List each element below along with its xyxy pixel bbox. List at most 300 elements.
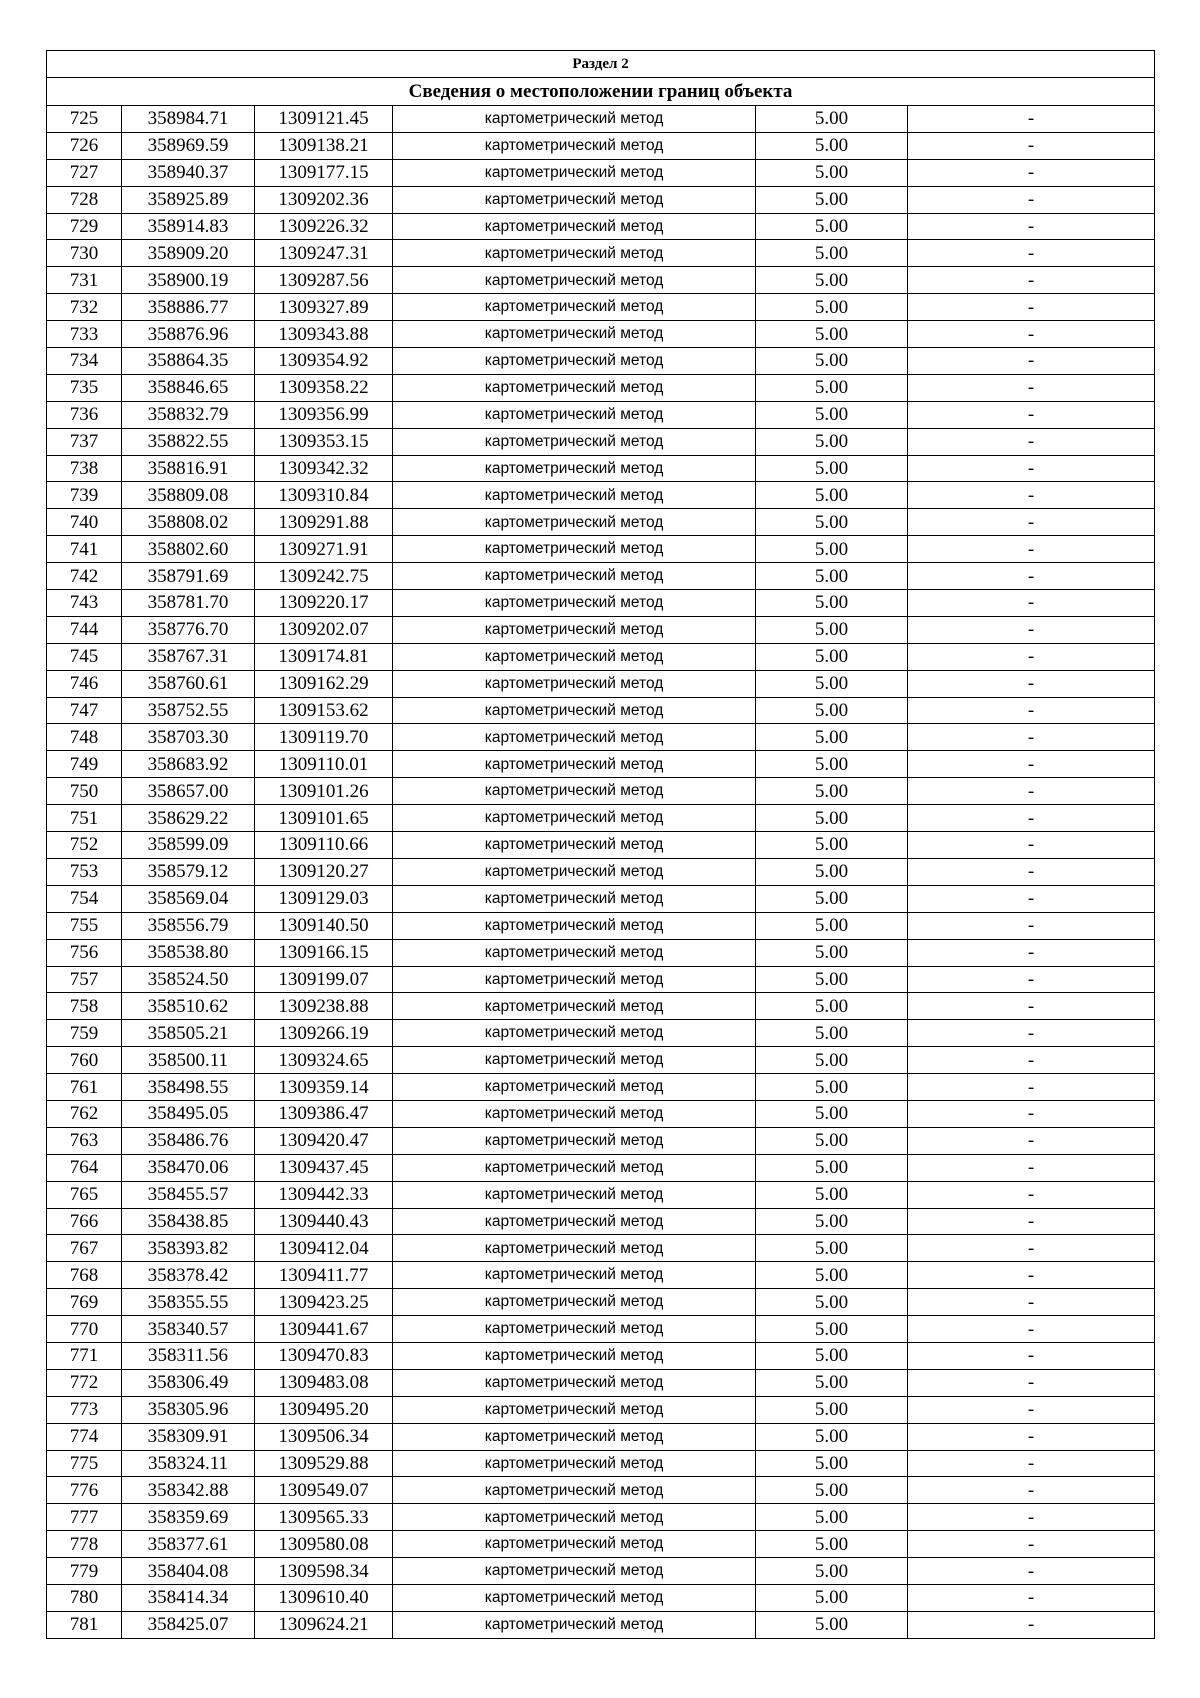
coordinate-y-cell: 1309442.33	[255, 1181, 393, 1208]
table-row	[47, 106, 1155, 133]
coordinate-x-cell: 358505.21	[122, 1020, 255, 1047]
method-cell: картометрический метод	[393, 132, 756, 159]
coordinate-y-cell: 1309624.21	[255, 1611, 393, 1638]
coordinate-y-cell: 1309420.47	[255, 1127, 393, 1154]
method-cell: картометрический метод	[393, 321, 756, 348]
accuracy-cell: 5.00	[756, 805, 908, 832]
point-number-cell: 770	[47, 1316, 122, 1343]
accuracy-cell: 5.00	[756, 159, 908, 186]
coordinate-x-cell: 358940.37	[122, 159, 255, 186]
coordinate-x-cell: 358822.55	[122, 428, 255, 455]
point-number-cell: 775	[47, 1450, 122, 1477]
note-cell: -	[908, 1289, 1155, 1316]
method-cell: картометрический метод	[393, 267, 756, 294]
note-cell: -	[908, 321, 1155, 348]
method-cell: картометрический метод	[393, 778, 756, 805]
coordinate-x-cell: 358425.07	[122, 1611, 255, 1638]
accuracy-cell: 5.00	[756, 751, 908, 778]
note-cell: -	[908, 428, 1155, 455]
method-cell: картометрический метод	[393, 1611, 756, 1638]
point-number-cell: 745	[47, 643, 122, 670]
point-number-cell: 742	[47, 563, 122, 590]
accuracy-cell: 5.00	[756, 1450, 908, 1477]
table-row	[47, 1289, 1155, 1316]
coordinate-x-cell: 358846.65	[122, 374, 255, 401]
accuracy-cell: 5.00	[756, 240, 908, 267]
coordinate-y-cell: 1309174.81	[255, 643, 393, 670]
coordinate-y-cell: 1309202.36	[255, 186, 393, 213]
coordinate-x-cell: 358791.69	[122, 563, 255, 590]
method-cell: картометрический метод	[393, 1477, 756, 1504]
accuracy-cell: 5.00	[756, 321, 908, 348]
point-number-cell: 777	[47, 1504, 122, 1531]
coordinate-x-cell: 358498.55	[122, 1074, 255, 1101]
accuracy-cell: 5.00	[756, 1423, 908, 1450]
note-cell: -	[908, 374, 1155, 401]
coordinate-y-cell: 1309140.50	[255, 912, 393, 939]
coordinate-x-cell: 358414.34	[122, 1584, 255, 1611]
accuracy-cell: 5.00	[756, 1235, 908, 1262]
accuracy-cell: 5.00	[756, 267, 908, 294]
method-cell: картометрический метод	[393, 240, 756, 267]
coordinate-x-cell: 358864.35	[122, 348, 255, 375]
accuracy-cell: 5.00	[756, 401, 908, 428]
note-cell: -	[908, 1584, 1155, 1611]
method-cell: картометрический метод	[393, 1450, 756, 1477]
coordinate-y-cell: 1309343.88	[255, 321, 393, 348]
accuracy-cell: 5.00	[756, 643, 908, 670]
method-cell: картометрический метод	[393, 213, 756, 240]
accuracy-cell: 5.00	[756, 966, 908, 993]
point-number-cell: 727	[47, 159, 122, 186]
coordinate-x-cell: 358340.57	[122, 1316, 255, 1343]
point-number-cell: 743	[47, 590, 122, 617]
point-number-cell: 776	[47, 1477, 122, 1504]
coordinate-y-cell: 1309166.15	[255, 939, 393, 966]
method-cell: картометрический метод	[393, 993, 756, 1020]
point-number-cell: 761	[47, 1074, 122, 1101]
note-cell: -	[908, 590, 1155, 617]
coordinate-x-cell: 358556.79	[122, 912, 255, 939]
accuracy-cell: 5.00	[756, 1074, 908, 1101]
method-cell: картометрический метод	[393, 106, 756, 133]
note-cell: -	[908, 697, 1155, 724]
point-number-cell: 781	[47, 1611, 122, 1638]
coordinate-y-cell: 1309412.04	[255, 1235, 393, 1262]
table-row	[47, 805, 1155, 832]
accuracy-cell: 5.00	[756, 1611, 908, 1638]
table-row	[47, 1396, 1155, 1423]
coordinate-x-cell: 358683.92	[122, 751, 255, 778]
note-cell: -	[908, 1369, 1155, 1396]
coordinate-y-cell: 1309529.88	[255, 1450, 393, 1477]
table-row	[47, 1127, 1155, 1154]
table-row	[47, 401, 1155, 428]
method-cell: картометрический метод	[393, 832, 756, 859]
method-cell: картометрический метод	[393, 1316, 756, 1343]
coordinate-y-cell: 1309110.01	[255, 751, 393, 778]
coordinate-x-cell: 358355.55	[122, 1289, 255, 1316]
table-row	[47, 1369, 1155, 1396]
coordinate-x-cell: 358359.69	[122, 1504, 255, 1531]
accuracy-cell: 5.00	[756, 563, 908, 590]
method-cell: картометрический метод	[393, 590, 756, 617]
method-cell: картометрический метод	[393, 428, 756, 455]
table-row	[47, 885, 1155, 912]
coordinate-y-cell: 1309358.22	[255, 374, 393, 401]
point-number-cell: 725	[47, 106, 122, 133]
accuracy-cell: 5.00	[756, 1396, 908, 1423]
table-row	[47, 159, 1155, 186]
note-cell: -	[908, 670, 1155, 697]
table-row	[47, 590, 1155, 617]
note-cell: -	[908, 482, 1155, 509]
accuracy-cell: 5.00	[756, 1289, 908, 1316]
table-row	[47, 294, 1155, 321]
coordinate-y-cell: 1309353.15	[255, 428, 393, 455]
accuracy-cell: 5.00	[756, 509, 908, 536]
table-row	[47, 509, 1155, 536]
accuracy-cell: 5.00	[756, 590, 908, 617]
coordinate-y-cell: 1309138.21	[255, 132, 393, 159]
note-cell: -	[908, 1181, 1155, 1208]
accuracy-cell: 5.00	[756, 885, 908, 912]
method-cell: картометрический метод	[393, 1074, 756, 1101]
table-row	[47, 1316, 1155, 1343]
accuracy-cell: 5.00	[756, 616, 908, 643]
note-cell: -	[908, 724, 1155, 751]
method-cell: картометрический метод	[393, 1504, 756, 1531]
note-cell: -	[908, 1396, 1155, 1423]
coordinate-y-cell: 1309549.07	[255, 1477, 393, 1504]
method-cell: картометрический метод	[393, 1369, 756, 1396]
coordinate-y-cell: 1309247.31	[255, 240, 393, 267]
note-cell: -	[908, 1262, 1155, 1289]
table-row	[47, 348, 1155, 375]
point-number-cell: 769	[47, 1289, 122, 1316]
coordinate-y-cell: 1309324.65	[255, 1047, 393, 1074]
coordinate-x-cell: 358832.79	[122, 401, 255, 428]
accuracy-cell: 5.00	[756, 1208, 908, 1235]
point-number-cell: 741	[47, 536, 122, 563]
boundary-table	[46, 50, 1155, 1639]
method-cell: картометрический метод	[393, 697, 756, 724]
coordinate-y-cell: 1309440.43	[255, 1208, 393, 1235]
note-cell: -	[908, 240, 1155, 267]
coordinate-y-cell: 1309120.27	[255, 858, 393, 885]
point-number-cell: 736	[47, 401, 122, 428]
accuracy-cell: 5.00	[756, 993, 908, 1020]
coordinate-y-cell: 1309506.34	[255, 1423, 393, 1450]
coordinate-y-cell: 1309226.32	[255, 213, 393, 240]
method-cell: картометрический метод	[393, 1020, 756, 1047]
coordinate-y-cell: 1309271.91	[255, 536, 393, 563]
note-cell: -	[908, 643, 1155, 670]
coordinate-y-cell: 1309238.88	[255, 993, 393, 1020]
coordinate-x-cell: 358886.77	[122, 294, 255, 321]
coordinate-x-cell: 358809.08	[122, 482, 255, 509]
note-cell: -	[908, 751, 1155, 778]
accuracy-cell: 5.00	[756, 348, 908, 375]
table-row	[47, 536, 1155, 563]
point-number-cell: 748	[47, 724, 122, 751]
table-row	[47, 966, 1155, 993]
table-row	[47, 616, 1155, 643]
table-row	[47, 482, 1155, 509]
accuracy-cell: 5.00	[756, 1262, 908, 1289]
note-cell: -	[908, 1208, 1155, 1235]
coordinate-y-cell: 1309565.33	[255, 1504, 393, 1531]
point-number-cell: 731	[47, 267, 122, 294]
table-row	[47, 1235, 1155, 1262]
accuracy-cell: 5.00	[756, 724, 908, 751]
coordinate-x-cell: 358802.60	[122, 536, 255, 563]
coordinate-x-cell: 358767.31	[122, 643, 255, 670]
point-number-cell: 746	[47, 670, 122, 697]
point-number-cell: 730	[47, 240, 122, 267]
coordinate-x-cell: 358495.05	[122, 1100, 255, 1127]
note-cell: -	[908, 858, 1155, 885]
note-cell: -	[908, 616, 1155, 643]
note-cell: -	[908, 805, 1155, 832]
method-cell: картометрический метод	[393, 885, 756, 912]
coordinate-y-cell: 1309310.84	[255, 482, 393, 509]
point-number-cell: 735	[47, 374, 122, 401]
note-cell: -	[908, 1235, 1155, 1262]
note-cell: -	[908, 1020, 1155, 1047]
table-row	[47, 1477, 1155, 1504]
note-cell: -	[908, 1342, 1155, 1369]
coordinate-y-cell: 1309220.17	[255, 590, 393, 617]
point-number-cell: 752	[47, 832, 122, 859]
coordinate-y-cell: 1309411.77	[255, 1262, 393, 1289]
coordinate-y-cell: 1309266.19	[255, 1020, 393, 1047]
coordinate-y-cell: 1309121.45	[255, 106, 393, 133]
table-row	[47, 374, 1155, 401]
accuracy-cell: 5.00	[756, 778, 908, 805]
coordinate-y-cell: 1309101.26	[255, 778, 393, 805]
method-cell: картометрический метод	[393, 1531, 756, 1558]
method-cell: картометрический метод	[393, 805, 756, 832]
accuracy-cell: 5.00	[756, 1020, 908, 1047]
coordinate-x-cell: 358808.02	[122, 509, 255, 536]
point-number-cell: 759	[47, 1020, 122, 1047]
table-row	[47, 1020, 1155, 1047]
note-cell: -	[908, 1450, 1155, 1477]
accuracy-cell: 5.00	[756, 1369, 908, 1396]
coordinate-x-cell: 358309.91	[122, 1423, 255, 1450]
accuracy-cell: 5.00	[756, 1047, 908, 1074]
coordinate-x-cell: 358969.59	[122, 132, 255, 159]
coordinate-x-cell: 358909.20	[122, 240, 255, 267]
coordinate-x-cell: 358524.50	[122, 966, 255, 993]
point-number-cell: 763	[47, 1127, 122, 1154]
coordinate-y-cell: 1309110.66	[255, 832, 393, 859]
note-cell: -	[908, 778, 1155, 805]
method-cell: картометрический метод	[393, 455, 756, 482]
coordinate-x-cell: 358760.61	[122, 670, 255, 697]
accuracy-cell: 5.00	[756, 186, 908, 213]
coordinate-x-cell: 358486.76	[122, 1127, 255, 1154]
accuracy-cell: 5.00	[756, 1181, 908, 1208]
coordinate-x-cell: 358342.88	[122, 1477, 255, 1504]
coordinate-x-cell: 358752.55	[122, 697, 255, 724]
note-cell: -	[908, 832, 1155, 859]
point-number-cell: 738	[47, 455, 122, 482]
table-row	[47, 697, 1155, 724]
method-cell: картометрический метод	[393, 186, 756, 213]
accuracy-cell: 5.00	[756, 1100, 908, 1127]
note-cell: -	[908, 186, 1155, 213]
coordinate-y-cell: 1309287.56	[255, 267, 393, 294]
coordinate-x-cell: 358984.71	[122, 106, 255, 133]
accuracy-cell: 5.00	[756, 132, 908, 159]
accuracy-cell: 5.00	[756, 858, 908, 885]
note-cell: -	[908, 455, 1155, 482]
accuracy-cell: 5.00	[756, 1504, 908, 1531]
method-cell: картометрический метод	[393, 1584, 756, 1611]
coordinate-y-cell: 1309153.62	[255, 697, 393, 724]
coordinate-x-cell: 358914.83	[122, 213, 255, 240]
note-cell: -	[908, 1531, 1155, 1558]
coordinate-y-cell: 1309470.83	[255, 1342, 393, 1369]
table-row	[47, 643, 1155, 670]
method-cell: картометрический метод	[393, 616, 756, 643]
table-row	[47, 1611, 1155, 1638]
coordinate-y-cell: 1309199.07	[255, 966, 393, 993]
method-cell: картометрический метод	[393, 294, 756, 321]
table-row	[47, 563, 1155, 590]
coordinate-x-cell: 358876.96	[122, 321, 255, 348]
method-cell: картометрический метод	[393, 1262, 756, 1289]
method-cell: картометрический метод	[393, 643, 756, 670]
table-row	[47, 751, 1155, 778]
table-row	[47, 939, 1155, 966]
point-number-cell: 762	[47, 1100, 122, 1127]
coordinate-y-cell: 1309483.08	[255, 1369, 393, 1396]
note-cell: -	[908, 885, 1155, 912]
point-number-cell: 751	[47, 805, 122, 832]
method-cell: картометрический метод	[393, 1100, 756, 1127]
point-number-cell: 732	[47, 294, 122, 321]
point-number-cell: 733	[47, 321, 122, 348]
method-cell: картометрический метод	[393, 1342, 756, 1369]
method-cell: картометрический метод	[393, 1235, 756, 1262]
coordinate-x-cell: 358599.09	[122, 832, 255, 859]
note-cell: -	[908, 1611, 1155, 1638]
accuracy-cell: 5.00	[756, 1477, 908, 1504]
coordinate-y-cell: 1309441.67	[255, 1316, 393, 1343]
note-cell: -	[908, 1154, 1155, 1181]
method-cell: картометрический метод	[393, 401, 756, 428]
section-title-row	[47, 78, 1155, 106]
accuracy-cell: 5.00	[756, 912, 908, 939]
coordinate-x-cell: 358311.56	[122, 1342, 255, 1369]
note-cell: -	[908, 106, 1155, 133]
coordinate-y-cell: 1309359.14	[255, 1074, 393, 1101]
point-number-cell: 758	[47, 993, 122, 1020]
note-cell: -	[908, 401, 1155, 428]
method-cell: картометрический метод	[393, 1047, 756, 1074]
table-row	[47, 1181, 1155, 1208]
method-cell: картометрический метод	[393, 939, 756, 966]
note-cell: -	[908, 1504, 1155, 1531]
table-row	[47, 321, 1155, 348]
note-cell: -	[908, 1558, 1155, 1585]
table-row	[47, 993, 1155, 1020]
method-cell: картометрический метод	[393, 858, 756, 885]
note-cell: -	[908, 1074, 1155, 1101]
coordinate-x-cell: 358925.89	[122, 186, 255, 213]
point-number-cell: 766	[47, 1208, 122, 1235]
method-cell: картометрический метод	[393, 509, 756, 536]
coordinate-x-cell: 358377.61	[122, 1531, 255, 1558]
coordinate-y-cell: 1309162.29	[255, 670, 393, 697]
coordinate-x-cell: 358569.04	[122, 885, 255, 912]
section-header-row	[47, 51, 1155, 78]
coordinate-y-cell: 1309495.20	[255, 1396, 393, 1423]
table-row	[47, 858, 1155, 885]
coordinate-x-cell: 358378.42	[122, 1262, 255, 1289]
accuracy-cell: 5.00	[756, 1342, 908, 1369]
table-row	[47, 1504, 1155, 1531]
point-number-cell: 771	[47, 1342, 122, 1369]
point-number-cell: 726	[47, 132, 122, 159]
coordinate-y-cell: 1309356.99	[255, 401, 393, 428]
point-number-cell: 767	[47, 1235, 122, 1262]
point-number-cell: 754	[47, 885, 122, 912]
coordinate-x-cell: 358657.00	[122, 778, 255, 805]
coordinate-y-cell: 1309119.70	[255, 724, 393, 751]
point-number-cell: 734	[47, 348, 122, 375]
method-cell: картометрический метод	[393, 912, 756, 939]
note-cell: -	[908, 912, 1155, 939]
note-cell: -	[908, 159, 1155, 186]
coordinate-x-cell: 358470.06	[122, 1154, 255, 1181]
coordinate-x-cell: 358579.12	[122, 858, 255, 885]
document-page	[46, 50, 1154, 1639]
method-cell: картометрический метод	[393, 374, 756, 401]
coordinate-x-cell: 358404.08	[122, 1558, 255, 1585]
note-cell: -	[908, 536, 1155, 563]
table-row	[47, 132, 1155, 159]
coordinate-x-cell: 358900.19	[122, 267, 255, 294]
coordinate-x-cell: 358438.85	[122, 1208, 255, 1235]
point-number-cell: 737	[47, 428, 122, 455]
accuracy-cell: 5.00	[756, 1154, 908, 1181]
table-row	[47, 240, 1155, 267]
note-cell: -	[908, 939, 1155, 966]
table-row	[47, 832, 1155, 859]
note-cell: -	[908, 966, 1155, 993]
coordinate-x-cell: 358455.57	[122, 1181, 255, 1208]
accuracy-cell: 5.00	[756, 536, 908, 563]
point-number-cell: 774	[47, 1423, 122, 1450]
coordinate-y-cell: 1309177.15	[255, 159, 393, 186]
point-number-cell: 750	[47, 778, 122, 805]
table-row	[47, 455, 1155, 482]
accuracy-cell: 5.00	[756, 1127, 908, 1154]
table-row	[47, 267, 1155, 294]
table-row	[47, 778, 1155, 805]
table-row	[47, 1047, 1155, 1074]
accuracy-cell: 5.00	[756, 428, 908, 455]
point-number-cell: 728	[47, 186, 122, 213]
accuracy-cell: 5.00	[756, 1531, 908, 1558]
note-cell: -	[908, 1047, 1155, 1074]
accuracy-cell: 5.00	[756, 482, 908, 509]
coordinate-x-cell: 358393.82	[122, 1235, 255, 1262]
